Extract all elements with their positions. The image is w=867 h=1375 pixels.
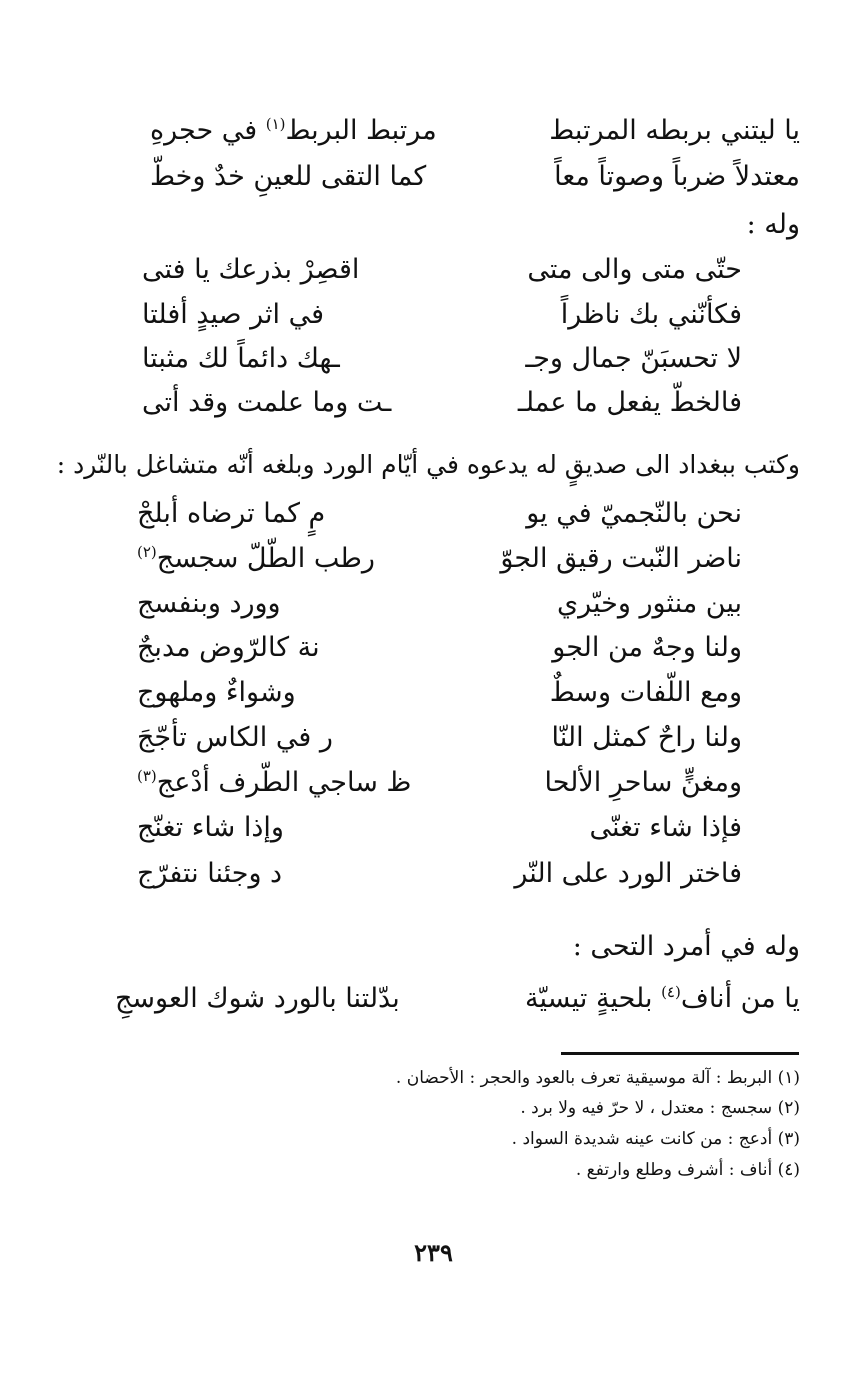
verse-first-hemistich: فالخطّ يفعل ما عملـ: [517, 387, 742, 418]
verse-second-hemistich: وشواءٌ وملهوج: [137, 677, 296, 708]
verse-line: [137, 724, 742, 751]
verse-text: ظ ساجي الطّرف أدْعج: [156, 767, 412, 798]
verse-first-hemistich: ولنا وجهٌ من الجو: [552, 632, 742, 663]
verse-line: [137, 769, 742, 796]
verse-line: [142, 345, 742, 372]
verse-first-hemistich: فاختر الورد على النّر: [514, 858, 742, 889]
verse-second-hemistich: كما التقى للعينِ خدٌ وخطّ: [150, 161, 427, 192]
verse-second-hemistich: ر في الكاس تأجّجَ: [137, 722, 333, 753]
verse-line: [115, 985, 800, 1012]
section-heading: وله :: [746, 209, 800, 240]
verse-second-hemistich: [137, 769, 411, 796]
verse-second-hemistich: [150, 117, 437, 144]
verse-first-hemistich: بين منثور وخيّري: [556, 588, 742, 619]
verse-second-hemistich: [137, 545, 375, 572]
verse-second-hemistich: في اثر صيدٍ أفلتا: [142, 299, 325, 330]
verse-first-hemistich: نحن بالنّجميّ في يو: [526, 498, 742, 529]
verse-line: [137, 500, 742, 527]
footnote-separator: [561, 1052, 799, 1055]
verse-first-hemistich: [525, 985, 800, 1012]
section-heading: وله في أمرد التحى :: [572, 931, 800, 962]
verse-first-hemistich: ناضر النّبت رقيق الجوّ: [500, 543, 742, 574]
verse-line: [142, 256, 742, 283]
verse-line: [137, 860, 742, 887]
verse-line: [142, 301, 742, 328]
footnote: (٤) أناف : أشرف وطلع وارتفع .: [575, 1160, 800, 1180]
verse-text: مرتبط البربط: [285, 115, 437, 146]
footnote-marker: (٢): [137, 543, 157, 561]
verse-first-hemistich: حتّى متى والى متى: [527, 254, 742, 285]
verse-line: [137, 814, 742, 841]
verse-second-hemistich: اقصِرْ بذرعك يا فتى: [142, 254, 360, 285]
verse-first-hemistich: لا تحسبَنّ جمال وجـ: [525, 343, 742, 374]
verse-line: [137, 634, 742, 661]
verse-second-hemistich: د وجئنا نتفرّج: [137, 858, 283, 889]
verse-first-hemistich: ولنا راحٌ كمثل النّا: [551, 722, 742, 753]
verse-text: في حجرهِ: [150, 115, 266, 146]
verse-first-hemistich: فكأنّني بك ناظراً: [560, 299, 742, 330]
verse-second-hemistich: بدّلتنا بالورد شوك العوسجِ: [115, 983, 400, 1014]
footnote: (٢) سجسج : معتدل ، لا حرّ فيه ولا برد .: [520, 1098, 800, 1118]
verse-text: رطب الطّلّ سجسج: [156, 543, 375, 574]
verse-line: [150, 163, 800, 190]
verse-first-hemistich: يا ليتني بربطه المرتبط: [549, 115, 800, 146]
verse-first-hemistich: فإذا شاء تغنّى: [589, 812, 742, 843]
footnote-marker: (٤): [661, 983, 681, 1001]
verse-first-hemistich: ومغنٍّ ساحرِ الألحا: [544, 767, 742, 798]
verse-line: [137, 590, 742, 617]
footnote-marker: (٣): [137, 767, 157, 785]
verse-second-hemistich: ـهك دائماً لك مثبتا: [142, 343, 340, 374]
footnote-marker: (١): [265, 115, 286, 133]
verse-text: يا من أناف: [680, 983, 800, 1014]
verse-first-hemistich: معتدلاً ضرباً وصوتاً معاً: [554, 161, 800, 192]
verse-line: [137, 679, 742, 706]
verse-second-hemistich: وإذا شاء تغنّج: [137, 812, 284, 843]
verse-second-hemistich: وورد وبنفسج: [137, 588, 281, 619]
verse-line: [142, 389, 742, 416]
verse-line: [150, 117, 800, 144]
verse-second-hemistich: نة كالرّوض مدبجٌ: [137, 632, 320, 663]
footnote: (١) البربط : آلة موسيقية تعرف بالعود والحجر : الأحضان .: [395, 1068, 800, 1088]
page-number: ٢٣٩: [414, 1238, 453, 1267]
verse-text: بلحيةٍ تيسيّة: [525, 983, 662, 1014]
footnote: (٣) أدعج : من كانت عينه شديدة السواد .: [511, 1129, 800, 1149]
verse-second-hemistich: ـت وما علمت وقد أتى: [142, 387, 392, 418]
section-heading: وكتب ببغداد الى صديقٍ له يدعوه في أيّام الورد وبلغه أنّه متشاغل بالنّرد :: [56, 450, 800, 479]
verse-line: [137, 545, 742, 572]
verse-second-hemistich: مٍ كما ترضاه أبلجْ: [137, 498, 326, 529]
verse-first-hemistich: ومع اللّفات وسطٌ: [549, 677, 742, 708]
